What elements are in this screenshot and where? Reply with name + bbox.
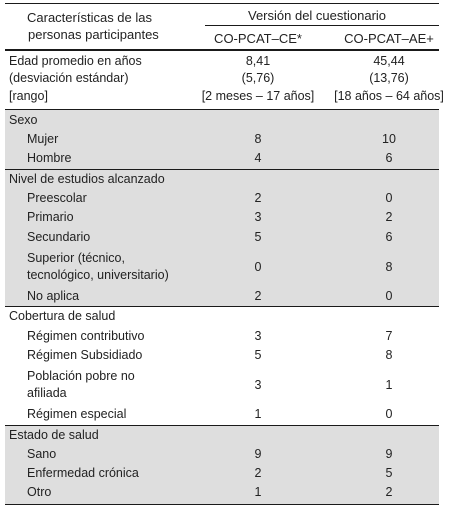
- separator-rule: [5, 169, 439, 170]
- section-title: Nivel de estudios alcanzado: [9, 172, 165, 186]
- cell-ce: [2 meses – 17 años]: [201, 89, 315, 103]
- cell-ae: [18 años – 64 años]: [334, 89, 444, 103]
- cell-ae: 0: [385, 407, 393, 421]
- header-rule: [5, 49, 439, 51]
- cell-ce: 3: [254, 329, 262, 343]
- cell-ce: 2: [254, 289, 262, 303]
- separator-rule: [5, 425, 439, 426]
- cell-ce: 8,41: [245, 54, 271, 68]
- cell-ce: 1: [254, 485, 262, 499]
- cell-ce: 3: [254, 210, 262, 224]
- column-group-header: Versión del cuestionario: [248, 8, 387, 23]
- cell-ae: 9: [385, 447, 393, 461]
- row-label: tecnológico, universitario): [27, 268, 169, 282]
- row-label: (desviación estándar): [9, 71, 129, 85]
- cell-ae: 6: [385, 151, 393, 165]
- cell-ce: 1: [254, 407, 262, 421]
- cell-ce: 4: [254, 151, 262, 165]
- row-label: Primario: [27, 210, 74, 224]
- bottom-rule: [5, 504, 439, 505]
- row-label: Régimen Subsidiado: [27, 348, 143, 362]
- cell-ae: 8: [385, 260, 393, 274]
- row-label: Edad promedio en años: [9, 54, 142, 68]
- top-rule: [5, 3, 439, 4]
- cell-ce: 5: [254, 348, 262, 362]
- cell-ae: 5: [385, 466, 393, 480]
- section-title: Cobertura de salud: [9, 309, 116, 323]
- cell-ae: 0: [385, 191, 393, 205]
- row-label: Régimen especial: [27, 407, 127, 421]
- cell-ce: 0: [254, 260, 262, 274]
- row-label: Población pobre no: [27, 369, 135, 383]
- row-label: Sano: [27, 447, 57, 461]
- row-label: [rango]: [9, 89, 48, 103]
- cell-ae: 7: [385, 329, 393, 343]
- cell-ce: 3: [254, 378, 262, 392]
- row-label: Superior (técnico,: [27, 251, 125, 265]
- cell-ae: 2: [385, 210, 393, 224]
- column-header-characteristics: personas participantes: [28, 27, 159, 42]
- cell-ae: 6: [385, 230, 393, 244]
- row-label: Régimen contributivo: [27, 329, 145, 343]
- row-label: Mujer: [27, 132, 59, 146]
- row-label: Secundario: [27, 230, 91, 244]
- row-label: No aplica: [27, 289, 80, 303]
- row-label: Preescolar: [27, 191, 87, 205]
- cell-ae: 10: [382, 132, 396, 146]
- section-title: Estado de salud: [9, 428, 99, 442]
- row-label: Enfermedad crónica: [27, 466, 139, 480]
- cell-ce: 2: [254, 466, 262, 480]
- group-underline: [205, 25, 439, 26]
- cell-ae: 1: [385, 378, 393, 392]
- separator-rule: [5, 306, 439, 307]
- cell-ae: 0: [385, 289, 393, 303]
- cell-ae: 8: [385, 348, 393, 362]
- section-title: Sexo: [9, 113, 38, 127]
- cell-ae: (13,76): [369, 71, 409, 85]
- column-header-ce: CO-PCAT–CE*: [214, 31, 302, 46]
- row-label: afiliada: [27, 386, 67, 400]
- cell-ce: 2: [254, 191, 262, 205]
- cell-ce: 5: [254, 230, 262, 244]
- cell-ce: 9: [254, 447, 262, 461]
- cell-ae: 45,44: [373, 54, 405, 68]
- row-label: Otro: [27, 485, 52, 499]
- cell-ae: 2: [385, 485, 393, 499]
- cell-ce: (5,76): [241, 71, 275, 85]
- row-label: Hombre: [27, 151, 72, 165]
- column-header-characteristics: Características de las: [27, 10, 152, 25]
- separator-rule: [5, 109, 439, 110]
- cell-ce: 8: [254, 132, 262, 146]
- column-header-ae: CO-PCAT–AE+: [344, 31, 434, 46]
